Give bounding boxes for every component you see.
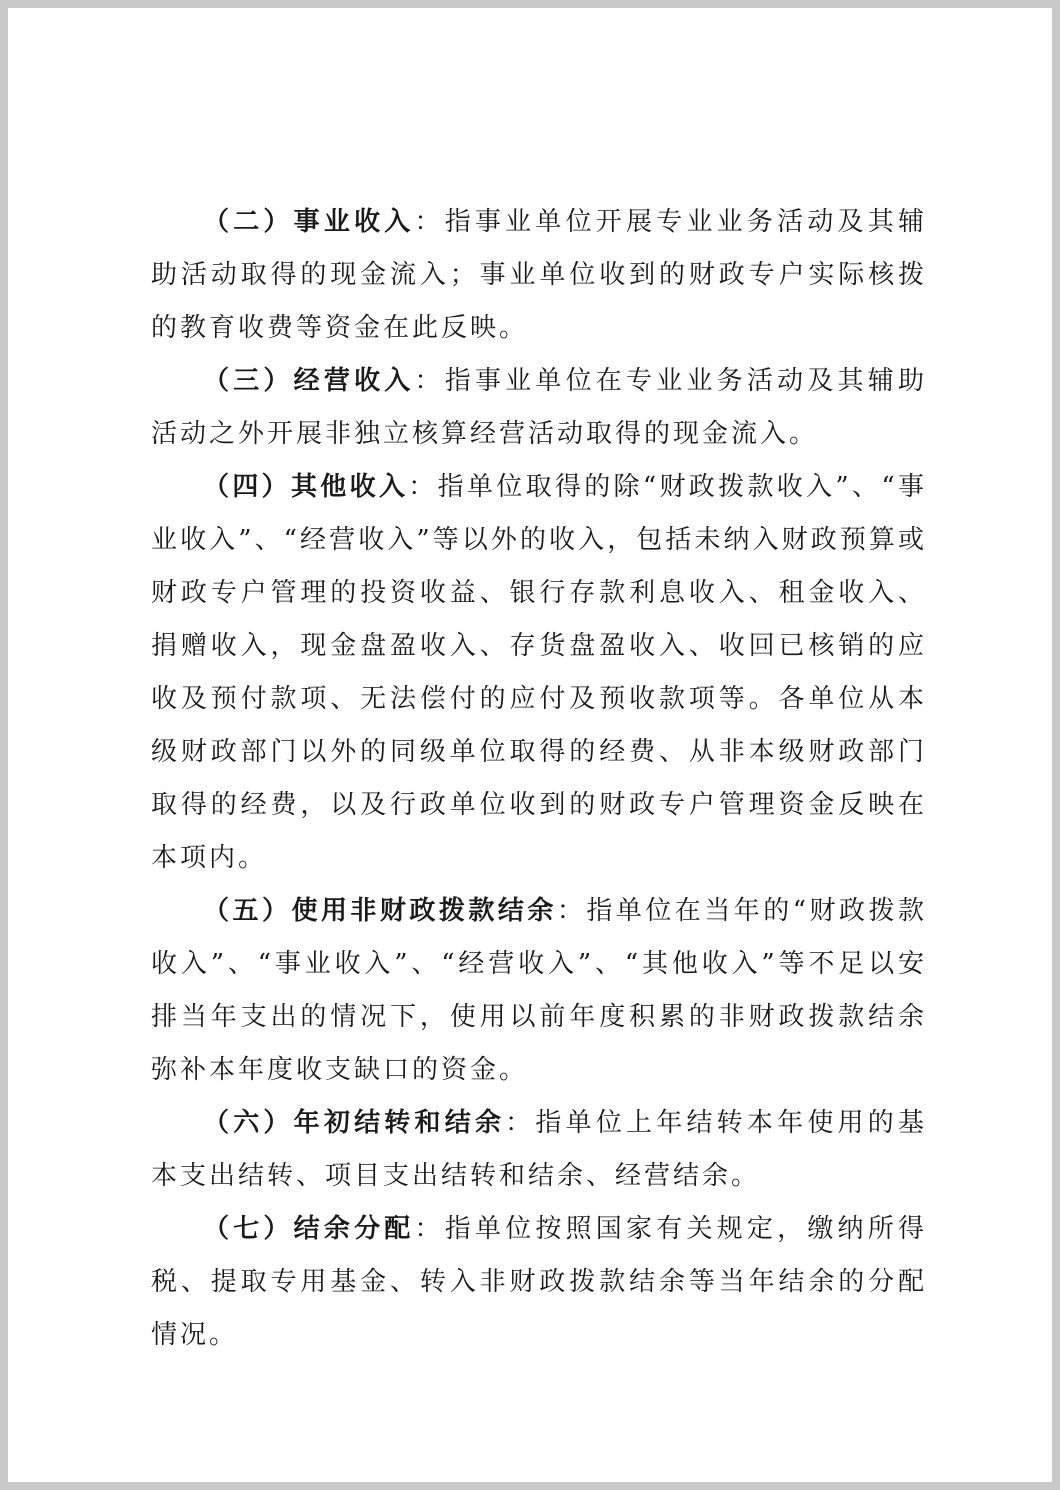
paragraph-business-income [151, 196, 927, 355]
definition-opening-carryover: ：指单位上年结转本年使用的基本支出结转、项目支出结转和结余、经营结余。 [151, 1108, 927, 1191]
paragraph-surplus-distribution [151, 1203, 927, 1362]
paragraph-operating-income [151, 355, 927, 461]
definition-operating-income: ：指事业单位在专业业务活动及其辅助活动之外开展非独立核算经营活动取得的现金流入。 [151, 366, 927, 449]
definition-surplus-distribution: ：指单位按照国家有关规定，缴纳所得税、提取专用基金、转入非财政拨款结余等当年结余的分配情况。 [151, 1214, 927, 1350]
document-body [151, 196, 927, 1362]
term-opening-carryover: （六）年初结转和结余 [203, 1108, 506, 1138]
term-operating-income: （三）经营收入 [203, 366, 415, 396]
definition-other-income: ：指单位取得的除“财政拨款收入”、“事业收入”、“经营收入”等以外的收入，包括未纳入财政预算或财政专户管理的投资收益、银行存款利息收入、租金收入、捐赠收入，现金盘盈收入、存货盘盈收入、收回已核销的应收及预付款项、无法偿付的应付及预收款项等。各单位从本级财政部门以外的同级单位取得的经费、从非本级财政部门取得的经费，以及行政单位收到的财政专户管理资金反映在本项内。 [151, 472, 927, 873]
term-non-fiscal-surplus-use: （五）使用非财政拨款结余 [203, 896, 557, 926]
paragraph-other-income [151, 461, 927, 885]
document-page [8, 8, 1052, 1482]
paragraph-non-fiscal-surplus-use [151, 885, 927, 1097]
definition-non-fiscal-surplus-use: ：指单位在当年的“财政拨款收入”、“事业收入”、“经营收入”、“其他收入”等不足以安排当年支出的情况下，使用以前年度积累的非财政拨款结余弥补本年度收支缺口的资金。 [151, 896, 927, 1085]
term-surplus-distribution: （七）结余分配 [203, 1214, 415, 1244]
definition-business-income: ：指事业单位开展专业业务活动及其辅助活动取得的现金流入；事业单位收到的财政专户实际核拨的教育收费等资金在此反映。 [151, 207, 927, 343]
paragraph-opening-carryover [151, 1097, 927, 1203]
term-other-income: （四）其他收入 [203, 472, 409, 502]
term-business-income: （二）事业收入 [203, 207, 415, 237]
